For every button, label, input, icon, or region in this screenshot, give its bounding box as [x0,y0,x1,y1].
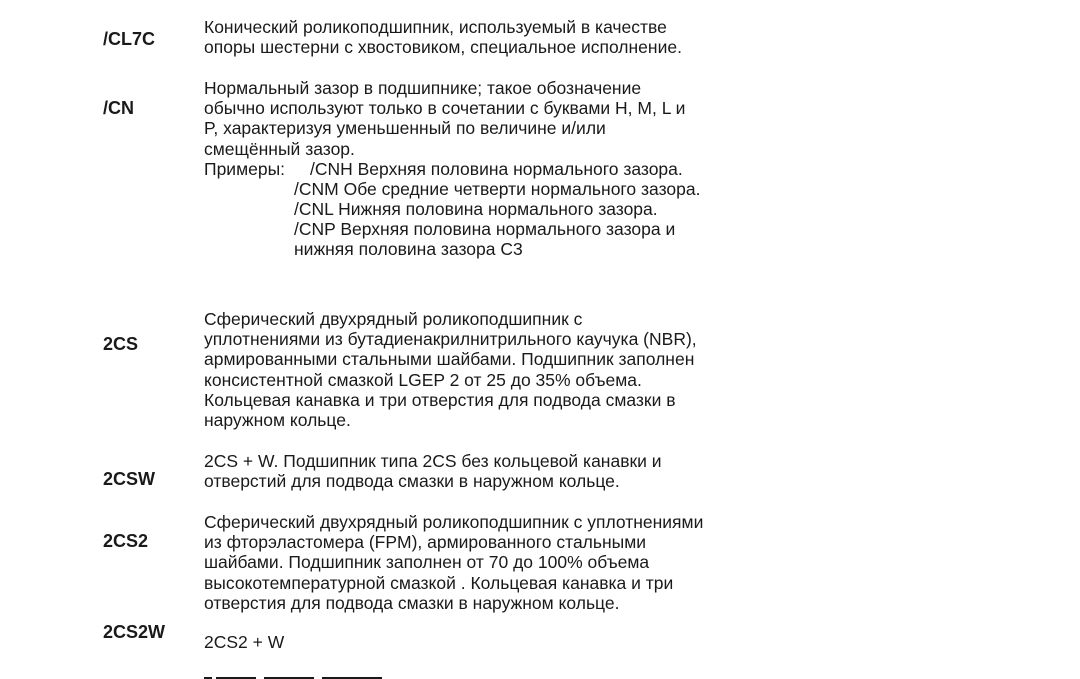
description-2cs [204,309,697,430]
example-cnm: /CNM Обе средние четверти нормального зазора. [294,179,701,199]
cut-off-text-fragment [204,669,394,679]
code-2cs: 2CS [103,334,139,354]
example-cnh: /CNH Верхняя половина нормального зазора. [310,159,683,179]
description-cl7c [204,17,682,57]
description-line: отверстия для подвода смазки в наружном кольце. [204,592,620,613]
code-cl7c: /CL7C [103,29,156,49]
description-line: P, характеризуя уменьшенный по величине и/или [204,118,606,139]
description-line: шайбами. Подшипник заполнен от 70 до 100% объема [204,552,650,573]
description-2cs2 [204,512,703,613]
code-2csw: 2CSW [103,469,156,489]
description-line: обычно используют только в сочетании с буквами H, M, L и [204,98,686,119]
example-cnl: /CNL Нижняя половина нормального зазора. [294,199,658,219]
description-line: высокотемпературной смазкой . Кольцевая канавка и три [204,572,674,593]
description-line: 2CS + W. Подшипник типа 2CS без кольцевой канавки и [204,451,662,471]
code-2cs2: 2CS2 [103,531,149,551]
description-line: Нормальный зазор в подшипнике; такое обозначение [204,78,642,98]
description-2csw [204,451,662,491]
description-line: уплотнениями из бутадиенакрилнитрильного каучука (NBR), [204,329,697,350]
description-2cs2w [204,632,284,652]
description-line: 2CS2 + W [204,632,285,652]
description-line: армированными стальными шайбами. Подшипник заполнен [204,349,695,370]
example-cnp: /CNP Верхняя половина нормального зазора и [294,219,676,239]
description-line: опоры шестерни с хвостовиком, специальное исполнение. [204,37,682,58]
code-cn: /CN [103,98,134,118]
description-line: из фторэластомера (FPM), армированного стальными [204,532,647,553]
description-cn [204,78,685,159]
description-line: Сферический двухрядный роликоподшипник с уплотнениями [204,512,704,532]
description-line: Сферический двухрядный роликоподшипник с [204,309,583,329]
description-line: отверстий для подвода смазки в наружном кольце. [204,471,620,492]
examples-label: Примеры: [204,159,286,179]
description-line: Кольцевая канавка и три отверстия для подвода смазки в [204,389,676,410]
description-line: смещённый зазор. [204,138,355,159]
description-line: консистентной смазкой LGEP 2 от 25 до 35% объема. [204,369,642,390]
example-cnp-continuation: нижняя половина зазора С3 [294,239,523,259]
code-2cs2w: 2CS2W [103,622,166,642]
description-line: Конический роликоподшипник, используемый в качестве [204,17,667,37]
description-line: наружном кольце. [204,410,351,431]
